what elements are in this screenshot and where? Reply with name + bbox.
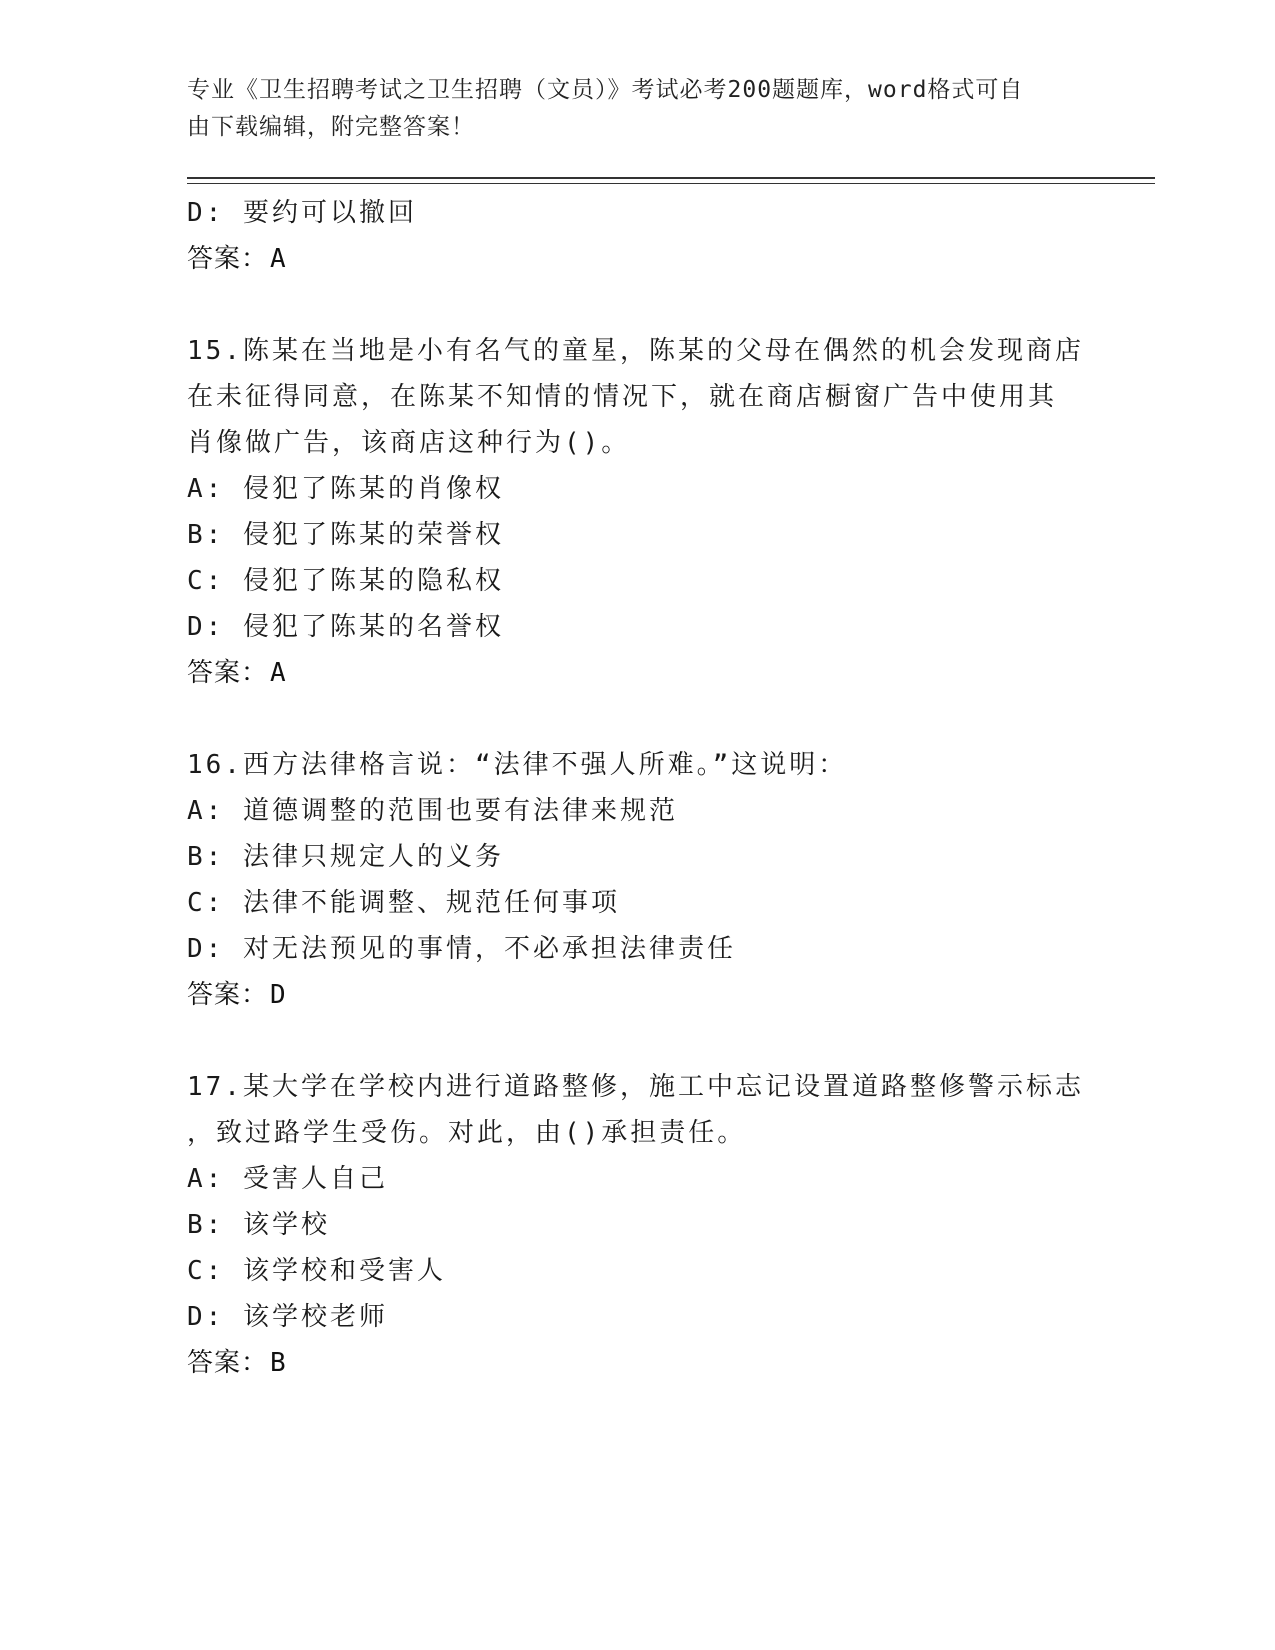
question-15 xyxy=(187,328,1087,696)
document-header xyxy=(187,72,1067,146)
option-b: B: 侵犯了陈某的荣誉权 xyxy=(187,520,504,550)
option-a: A: 侵犯了陈某的肖像权 xyxy=(187,474,504,504)
answer-label: 答案： xyxy=(187,244,269,274)
option-b: B: 法律只规定人的义务 xyxy=(187,842,504,872)
question-16 xyxy=(187,742,1087,1018)
answer-value: A xyxy=(270,244,287,274)
document-body xyxy=(187,190,1087,1386)
question-stem-line: 16.西方法律格言说：“法律不强人所难。”这说明： xyxy=(187,750,848,780)
header-rule-thin xyxy=(187,183,1155,184)
answer-line xyxy=(187,236,1087,282)
option-c: C: 法律不能调整、规范任何事项 xyxy=(187,888,620,918)
question-stem-line: 15.陈某在当地是小有名气的童星，陈某的父母在偶然的机会发现商店 xyxy=(187,336,1084,366)
option-d: D: 侵犯了陈某的名誉权 xyxy=(187,612,504,642)
question-stem-line: 肖像做广告，该商店这种行为()。 xyxy=(187,428,631,458)
question-17 xyxy=(187,1064,1087,1386)
question-prev xyxy=(187,190,1087,282)
question-stem-line: 17.某大学在学校内进行道路整修，施工中忘记设置道路整修警示标志 xyxy=(187,1072,1084,1102)
option-a: A: 道德调整的范围也要有法律来规范 xyxy=(187,796,678,826)
header-line-2: 由下载编辑，附完整答案！ xyxy=(187,114,475,140)
question-stem-line: 在未征得同意，在陈某不知情的情况下，就在商店橱窗广告中使用其 xyxy=(187,382,1058,412)
answer-label: 答案： xyxy=(187,1348,269,1378)
answer-line xyxy=(187,972,1087,1018)
answer-line xyxy=(187,650,1087,696)
answer-value: A xyxy=(270,658,287,688)
answer-label: 答案： xyxy=(187,658,269,688)
option-c: C: 侵犯了陈某的隐私权 xyxy=(187,566,504,596)
answer-value: B xyxy=(270,1348,287,1378)
answer-label: 答案： xyxy=(187,980,269,1010)
answer-value: D xyxy=(270,980,287,1010)
header-rule-thick xyxy=(187,177,1155,179)
option-c: C: 该学校和受害人 xyxy=(187,1256,446,1286)
option-d: D: 要约可以撤回 xyxy=(187,198,417,228)
option-d: D: 该学校老师 xyxy=(187,1302,388,1332)
option-d: D: 对无法预见的事情，不必承担法律责任 xyxy=(187,934,736,964)
answer-line xyxy=(187,1340,1087,1386)
option-a: A: 受害人自己 xyxy=(187,1164,388,1194)
header-line-1: 专业《卫生招聘考试之卫生招聘（文员）》考试必考200题题库，word格式可自 xyxy=(187,77,1024,103)
option-b: B: 该学校 xyxy=(187,1210,330,1240)
question-stem-line: ，致过路学生受伤。对此，由()承担责任。 xyxy=(187,1118,747,1148)
